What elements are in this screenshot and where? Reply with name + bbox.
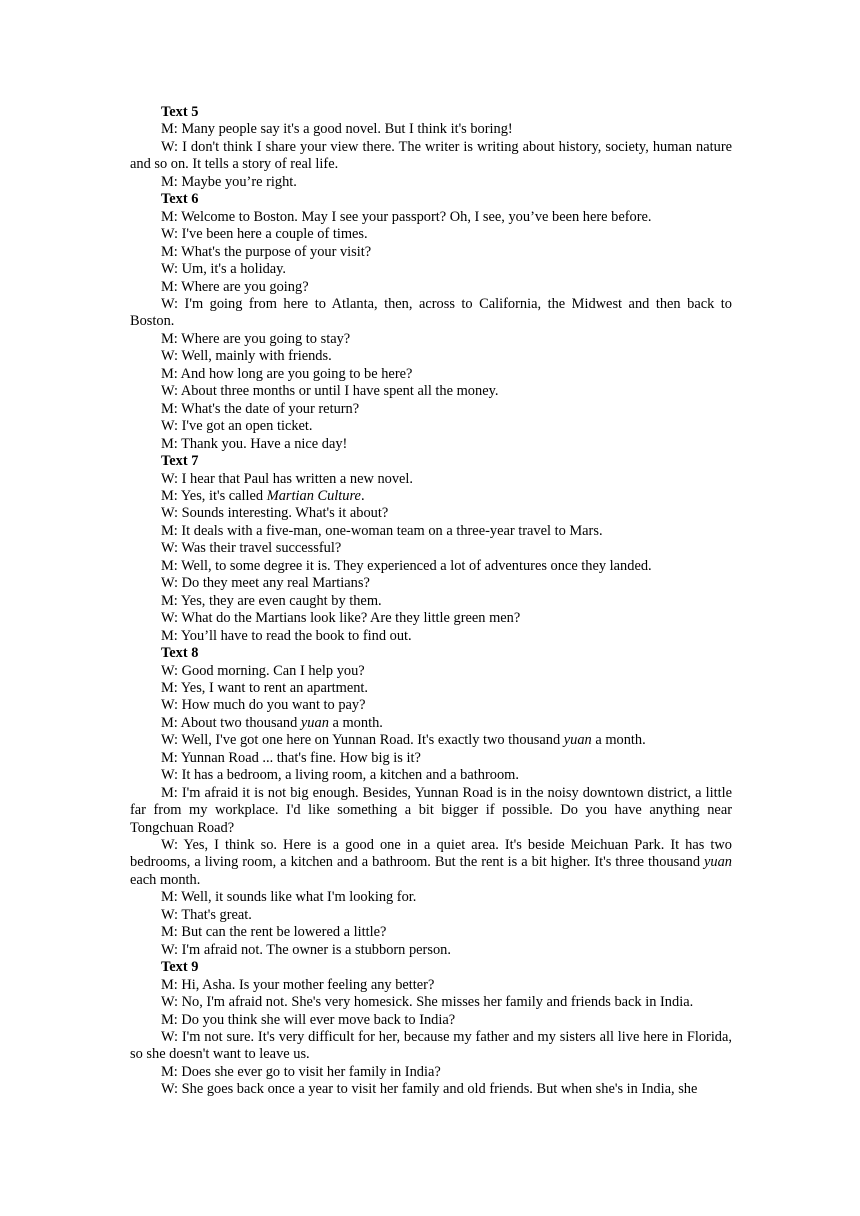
line-text: W: Yes, I think so. Here is a good one in a quiet area. It's beside Meichuan Park. It has two bedrooms, a living room, a kitchen and a bathroom. But the rent is a bit higher. It's three thousand	[130, 837, 732, 871]
dialogue-line: M: Do you think she will ever move back to India?	[161, 1011, 456, 1028]
dialogue-line: W: How much do you want to pay?	[161, 697, 366, 714]
dialogue-line: W: I'm not sure. It's very difficult for her, because my father and my sisters all live here in Florida, so she doesn't want to leave us.	[130, 1029, 732, 1063]
dialogue-line: M: What's the purpose of your visit?	[161, 243, 372, 260]
dialogue-line: W: It has a bedroom, a living room, a kitchen and a bathroom.	[161, 767, 519, 784]
dialogue-line: M: I'm afraid it is not big enough. Besides, Yunnan Road is in the noisy downtown district, a little far from my workplace. I'd like something a bit bigger if possible. Do you have anything near Tongchuan Road?	[130, 784, 732, 836]
section-heading: Text 7	[161, 453, 199, 470]
dialogue-line: W: Do they meet any real Martians?	[161, 575, 370, 592]
dialogue-line: W: What do the Martians look like? Are they little green men?	[161, 610, 521, 627]
line-text: M: About two thousand	[161, 714, 301, 731]
dialogue-line	[130, 732, 732, 749]
currency-word: yuan	[704, 854, 732, 871]
dialogue-line: W: Um, it's a holiday.	[161, 261, 287, 278]
dialogue-line: M: Yes, I want to rent an apartment.	[161, 679, 369, 696]
line-text: a month.	[328, 714, 383, 731]
dialogue-line: W: No, I'm afraid not. She's very homesick. She misses her family and friends back in India.	[161, 994, 694, 1011]
dialogue-line	[130, 715, 732, 732]
dialogue-line: M: Thank you. Have a nice day!	[161, 435, 348, 452]
line-text: .	[360, 487, 365, 504]
dialogue-line: M: But can the rent be lowered a little?	[161, 924, 387, 941]
line-text: each month.	[130, 871, 201, 888]
dialogue-line: W: Sounds interesting. What's it about?	[161, 505, 389, 522]
dialogue-line: W: Was their travel successful?	[161, 540, 342, 557]
document-page	[130, 104, 732, 1099]
dialogue-line: W: About three months or until I have spent all the money.	[161, 383, 499, 400]
dialogue-line: M: It deals with a five-man, one-woman team on a three-year travel to Mars.	[161, 522, 603, 539]
line-text: M: Yes, it's called	[161, 487, 267, 504]
section-heading: Text 6	[161, 191, 199, 208]
dialogue-line: W: I'm going from here to Atlanta, then, across to California, the Midwest and then back to Boston.	[130, 295, 732, 330]
dialogue-line: M: Does she ever go to visit her family in India?	[161, 1063, 441, 1080]
dialogue-line: M: Maybe you’re right.	[161, 173, 297, 190]
line-text: W: Well, I've got one here on Yunnan Road. It's exactly two thousand	[161, 732, 564, 749]
dialogue-line: W: Good morning. Can I help you?	[161, 662, 365, 679]
dialogue-line: M: You’ll have to read the book to find out.	[161, 627, 412, 644]
dialogue-line	[130, 837, 732, 889]
dialogue-line: M: Yunnan Road ... that's fine. How big is it?	[161, 749, 421, 766]
dialogue-line: M: Well, to some degree it is. They experienced a lot of adventures once they landed.	[161, 557, 652, 574]
dialogue-line	[130, 488, 732, 505]
dialogue-line: M: Well, it sounds like what I'm looking for.	[161, 889, 417, 906]
dialogue-line: M: Hi, Asha. Is your mother feeling any better?	[161, 976, 435, 993]
dialogue-line: M: What's the date of your return?	[161, 400, 360, 417]
dialogue-line: W: I'm afraid not. The owner is a stubborn person.	[161, 941, 451, 958]
section-heading: Text 5	[161, 104, 199, 120]
dialogue-line: M: Welcome to Boston. May I see your passport? Oh, I see, you’ve been here before.	[161, 208, 652, 225]
dialogue-line: W: I've been here a couple of times.	[161, 226, 368, 243]
dialogue-line: W: I hear that Paul has written a new novel.	[161, 470, 414, 487]
dialogue-line: W: Well, mainly with friends.	[161, 348, 332, 365]
dialogue-line: W: I don't think I share your view there. The writer is writing about history, society, human nature and so on. It tells a story of real life.	[130, 138, 732, 173]
dialogue-line: W: I've got an open ticket.	[161, 418, 313, 435]
dialogue-line: M: Yes, they are even caught by them.	[161, 592, 382, 609]
book-title: Martian Culture	[266, 487, 361, 504]
dialogue-line: M: And how long are you going to be here?	[161, 365, 413, 382]
currency-word: yuan	[563, 732, 592, 749]
currency-word: yuan	[300, 714, 329, 731]
dialogue-line: M: Many people say it's a good novel. But I think it's boring!	[161, 121, 513, 138]
dialogue-line: W: That's great.	[161, 906, 252, 923]
dialogue-line: M: Where are you going?	[161, 278, 309, 295]
dialogue-line: W: She goes back once a year to visit her family and old friends. But when she's in India, she	[161, 1081, 698, 1098]
line-text: a month.	[591, 732, 646, 749]
dialogue-line: M: Where are you going to stay?	[161, 330, 351, 347]
section-heading: Text 8	[161, 645, 199, 662]
section-heading: Text 9	[161, 959, 199, 976]
